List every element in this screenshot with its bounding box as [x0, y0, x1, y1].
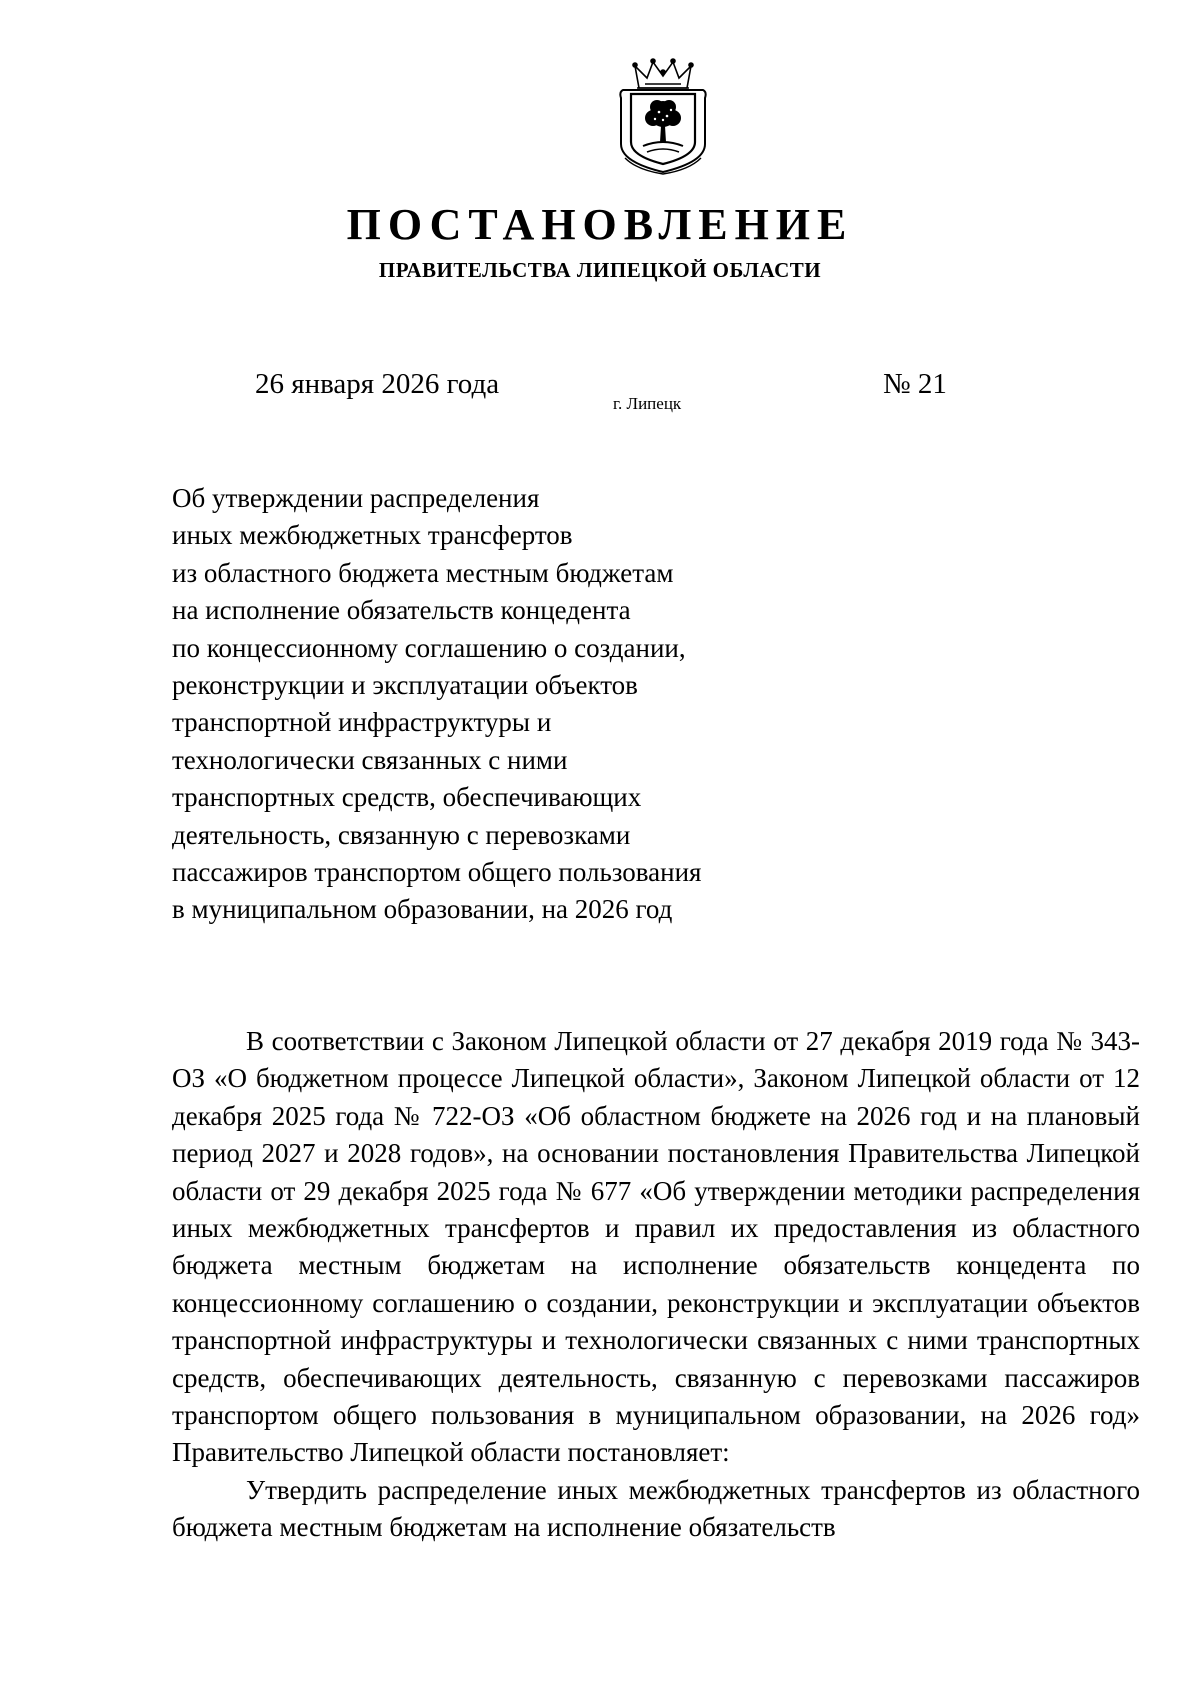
body-paragraph-resolution: Утвердить распределение иных межбюджетных трансфертов из областного бюджета местным бюджетам на исполнение обязательств [172, 1474, 1140, 1543]
heading-line: реконструкции и эксплуатации объектов [172, 670, 638, 701]
document-title: ПОСТАНОВЛЕНИЕ [346, 200, 854, 249]
heading-line: деятельность, связанную с перевозками [172, 819, 631, 850]
heading-line: технологически связанных с ними [172, 744, 568, 775]
heading-line: транспортной инфраструктуры и [172, 707, 552, 738]
document-city: г. Липецк [613, 394, 682, 413]
body-paragraph-preamble: В соответствии с Законом Липецкой области от 27 декабря 2019 года № 343-ОЗ «О бюджетном процессе Липецкой области», Законом Липецкой области от 12 декабря 2025 года № 722-ОЗ «Об областном бюджете на 2026 год и на плановый период 2027 и 2028 годов», на основании постановления Правительства Липецкой области от 29 декабря 2025 года № 677 «Об утверждении методики распределения иных межбюджетных трансфертов и правил их предоставления из областного бюджета местным бюджетам на исполнение обязательств концедента по концессионному соглашению о создании, реконструкции и эксплуатации объектов транспортной инфраструктуры и технологически связанных с ними транспортных средств, обеспечивающих деятельность, связанную с перевозками пассажиров транспортом общего пользования в муниципальном образовании, на 2026 год» Правительство Липецкой области постановляет: [172, 1026, 1140, 1468]
heading-line: из областного бюджета местным бюджетам [172, 557, 674, 588]
document-number: № 21 [883, 368, 947, 400]
heading-line: Об утверждении распределения [172, 483, 540, 513]
heading-line: транспортных средств, обеспечивающих [172, 782, 642, 813]
document-subtitle: ПРАВИТЕЛЬСТВА ЛИПЕЦКОЙ ОБЛАСТИ [378, 258, 822, 282]
document-heading [172, 480, 872, 929]
heading-line: пассажиров транспортом общего пользования [172, 857, 702, 888]
heading-line: иных межбюджетных трансфертов [172, 520, 573, 551]
heading-line: в муниципальном образовании, на 2026 год [172, 894, 673, 925]
document-body [172, 1023, 1140, 1547]
coat-of-arms-icon [617, 58, 709, 176]
document-date: 26 января 2026 года [255, 368, 500, 400]
heading-line: на исполнение обязательств концедента [172, 595, 631, 626]
heading-line: по концессионному соглашению о создании, [172, 632, 686, 663]
